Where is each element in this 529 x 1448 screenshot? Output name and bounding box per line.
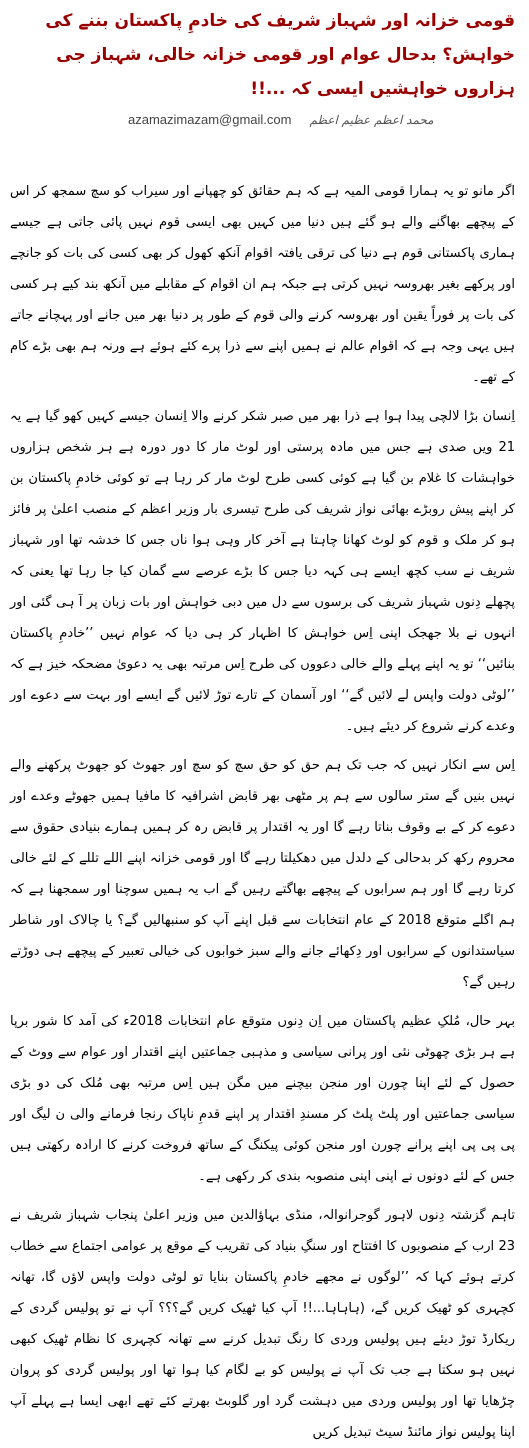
article-headline: قومی خزانہ اور شہباز شریف کی خادمِ پاکستان بننے کی خواہش؟ بدحال عوام اور قومی خزانہ خالی، شہباز جی ہزاروں خواہشیں ایسی کہ ...!! bbox=[45, 11, 515, 99]
byline bbox=[10, 112, 515, 132]
author-name: محمد اعظم عظیم اعظم bbox=[309, 113, 434, 127]
paragraph: اِنسان بڑا لالچی پیدا ہوا ہے ذرا بھر میں صبر شکر کرنے والا اِنسان جیسے کہیں کھو گیا ہے یہ 21 ویں صدی ہے جس میں مادہ پرستی اور لوٹ مار کا دور دورہ ہے ہر شخص ہزاروں خواہشات کا غلام بن گیا ہے کوئی کسی طرح لوٹ مار کر رہا ہے تو کوئی خادمِ پاکستان بن کر اپنے پیش روبڑے بھائی نواز شریف کی طرح تیسری بار وزیر اعظم کے منصب اعلیٰ پر فائز ہو کر ملک و قوم کو لوٹ کھانا چاہتا ہے آخر کار وہی ہوا ناں جس کا خدشہ تھا اور شہباز شریف نے سب کچھ ایسے ہی کہہ دیا جس کا بڑے عرصے سے گمان کیا جا رہا تھا یعنی کہ پچھلے دِنوں شہباز شریف کی برسوں سے دل میں دبی خواہش اور بات زبان پر آ ہی گئی اور انہوں نے بلا جھجک اپنی اِس خواہش کا اظہار کر ہی دیا کہ عوام نہیں ’’خادمِ پاکستان بنائیں‘‘ تو یہ اپنے پہلے والے خالی دعووں کی طرح اِس مرتبہ بھی یہ دعویٰ مضحکہ خیز ہے کہ ’’لوٹی دولت واپس لے لائیں گے‘‘ اور آسمان کے تارے توڑ لائیں گے ایسے اور بہت سے دعوے اور وعدے کرنے شروع کر دیئے ہیں۔ bbox=[10, 409, 515, 734]
paragraph: تاہم گزشتہ دِنوں لاہور گوجرانوالہ، منڈی بہاؤالدین میں وزیر اعلیٰ پنجاب شہباز شریف نے 23 ارب کے منصوبوں کا افتتاح اور سنگِ بنیاد کی تقریب کے موقع پر عوامی اجتماع سے خطاب کرتے ہوئے کہا کہ ’’لوگوں نے مجھے خادمِ پاکستان بنایا تو لوٹی دولت واپس لاؤں گا، تھانہ کچہری کو ٹھیک کریں گے، (ہاہاہا...!! آپ کیا ٹھیک کریں گے؟؟؟ آپ نے تو پولیس گردی کے ریکارڈ توڑ دیئے ہیں پولیس وردی کا رنگ تبدیل کرنے سے تھانہ کچہری کا نظام ٹھیک کبھی نہیں ہو سکتا ہے جب تک آپ نے پولیس کو بے لگام کیا ہوا تھا اور پولیس گردی کو پروان چڑھایا تھا اور پولیس وردی میں دہشت گرد اور گلوبٹ بھرتے کئے تھے ابھی ایسا ہے پہلے آپ اپنا پولیس نواز مائنڈ سیٹ تبدیل کریں bbox=[10, 1208, 515, 1440]
article-body bbox=[10, 176, 515, 1448]
paragraph: اِس سے انکار نہیں کہ جب تک ہم حق کو حق سچ کو سچ اور جھوٹ کو جھوٹ پرکھنے والے نہیں بنیں گے ستر سالوں سے ہم پر مٹھی بھر قابض اشرافیہ کا مافیا ہمیں جھوٹے وعدے اور دعوے کر کے بے وقوف بناتا رہے گا اور یہ اقتدار پر قابض رہ کر ہمیں ہمارے بنیادی حقوق سے محروم رکھ کر بدحالی کے دلدل میں دھکیلتا رہے گا اور قومی خزانہ اپنے اللے تللے کے لئے خالی کرتا رہے گا اور ہم سرابوں کے پیچھے بھاگتے رہیں گے اب یہ ہمیں سوچنا اور سمجھنا ہے کہ ہم اگلے متوقع 2018 کے عام انتخابات سے قبل اپنے آپ کو سنبھالیں گے؟ یا چالاک اور شاطر سیاستدانوں کے سرابوں اور دِکھائے جانے والے سبز خوابوں کی خیالی تعبیر کے پیچھے ہی دوڑتے رہیں گے؟ bbox=[10, 758, 515, 990]
author-email: azamazimazam@gmail.com bbox=[128, 112, 292, 127]
paragraph: بہر حال، مُلکِ عظیم پاکستان میں اِن دِنوں متوقع عام انتخابات 2018ء کی آمد کا شور برپا ہے ہر بڑی چھوٹی نئی اور پرانی سیاسی و مذہبی جماعتیں اپنے اقتدار اور عوام سے ووٹ کے حصول کے لئے اپنا چورن اور منجن بیچنے میں مگن ہیں اِس مرتبہ بھی مُلک کی دو بڑی سیاسی جماعتیں اور پلٹ پلٹ کر مسندِ اقتدار پر اپنے قدمِ ناپاک رنجا فرمانے والی ن لیگ اور پی پی پی اپنے پرانے چورن اور منجن کوئی پیکنگ کے ساتھ فروخت کرنے کا ارادہ رکھتی ہیں جس کے لئے دونوں نے اپنی اپنی منصوبہ بندی کر رکھی ہے۔ bbox=[10, 1014, 515, 1184]
paragraph: اگر مانو تو یہ ہمارا قومی المیہ ہے کہ ہم حقائق کو چھپانے اور سیراب کو سچ سمجھ کر اس کے پیچھے بھاگنے والے ہو گئے ہیں دنیا میں کہیں بھی ایسی قوم نہیں پائی جاتی ہے جیسے ہماری پاکستانی قوم ہے دنیا کی ترقی یافتہ اقوام آنکھ کھول کر بھی کسی کی بات کو جانچے اور پرکھے بغیر بھروسہ نہیں کرتی ہے جبکہ ہم ان اقوام کے مقابلے میں آنکھ بند کیے ہر کسی کی بات پر فوراً یقین اور بھروسہ کرنے والی قوم کے طور پر دنیا بھر میں جانے اور پہچانے جاتے ہیں یہی وجہ ہے کہ اقوام عالم نے ہمیں اپنے سے ذرا پرے کئے ہوئے ہے ورنہ ہم بھی بڑے کام کے تھے۔ bbox=[10, 184, 515, 385]
